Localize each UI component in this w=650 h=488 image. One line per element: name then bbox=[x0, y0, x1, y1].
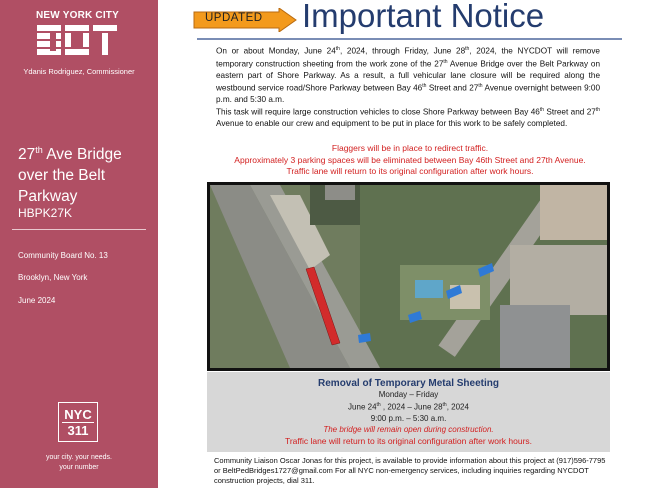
schedule-days: Monday – Friday bbox=[378, 390, 439, 399]
title-underline bbox=[197, 38, 622, 40]
nyc-311-logo: NYC 311 bbox=[58, 402, 98, 442]
notice-paragraph-2: This task will require large construction vehicles to close Shore Parkway between Bay 46th Street and 27th Avenue to enable our crew and equipment to be put in place for this work to be safely completed. bbox=[216, 107, 601, 128]
notice-body bbox=[216, 44, 600, 129]
updated-label: UPDATED bbox=[205, 12, 263, 24]
alert-traffic-lane: Traffic lane will return to its original configuration after work hours. bbox=[286, 166, 534, 176]
project-location: Brooklyn, New York bbox=[18, 273, 88, 282]
page-title: Important Notice bbox=[302, 0, 545, 34]
tagline: your city. your needs. your number bbox=[45, 454, 112, 471]
logo-agency-top: NEW YORK CITY bbox=[36, 10, 119, 21]
schedule-dates: June 24th , 2024 – June 28th, 2024 bbox=[348, 402, 469, 412]
traffic-lane-note: Traffic lane will return to its original configuration after work hours. bbox=[284, 435, 533, 446]
sidebar bbox=[0, 0, 158, 488]
notice-paragraph-1: On or about Monday, June 24th, 2024, through Friday, June 28th, 2024, the NYCDOT will remove temporary construction sheeting from the work zone of the 27th Avenue Bridge over the Belt Parkway on eastern part of Shore Parkway. As a result, a full vehicular lane closure will be required along the westbound service road/Shore Parkway between Bay 46th Street and 27th Avenue overnight between 9:00 p.m. and 5:30 a.m. bbox=[216, 46, 601, 104]
commissioner-name: Ydanis Rodriguez, Commissioner bbox=[23, 67, 135, 76]
notice-date: June 2024 bbox=[18, 296, 56, 305]
aerial-map bbox=[207, 182, 610, 371]
community-board: Community Board No. 13 bbox=[18, 251, 108, 260]
schedule-box bbox=[207, 372, 610, 452]
aerial-photo bbox=[210, 185, 607, 368]
schedule-title: Removal of Temporary Metal Sheeting bbox=[318, 378, 499, 389]
alert-flaggers: Flaggers will be in place to redirect traffic. bbox=[331, 143, 489, 153]
schedule-hours: 9:00 p.m. – 5:30 a.m. bbox=[370, 413, 447, 423]
nyc-dot-logo bbox=[36, 10, 118, 68]
sidebar-divider bbox=[12, 229, 146, 230]
footer-contact: Community Liaison Oscar Jonas for this project, is available to provide information about this project at (917)596-7795 or BeltPedBridges1727@gmail.com For all NYC non-emergency services, including inquiries regarding NYCDOT construction projects, dial 311. bbox=[214, 456, 606, 485]
updated-badge bbox=[193, 8, 297, 32]
project-code: HBPK27K bbox=[18, 206, 73, 220]
project-title: 27th Ave Bridge over the Belt Parkway bbox=[18, 145, 122, 206]
alert-parking: Approximately 3 parking spaces will be eliminated between Bay 46th Street and 27th Avenue. bbox=[234, 154, 586, 165]
dot-logo-mark bbox=[36, 23, 118, 63]
bridge-open-note: The bridge will remain open during construction. bbox=[323, 424, 494, 434]
